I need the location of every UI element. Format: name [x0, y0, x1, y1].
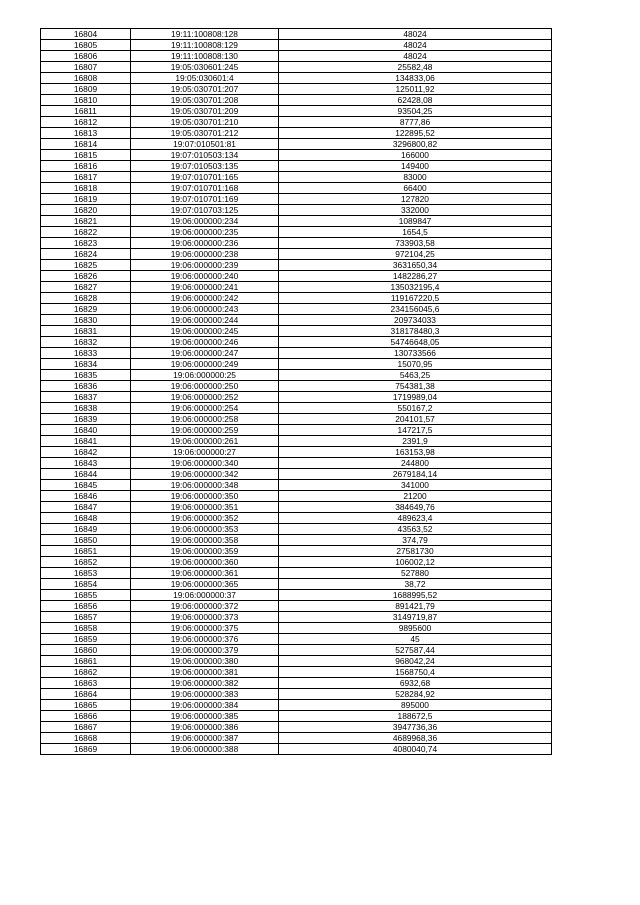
row-number-cell: 16859 [41, 634, 131, 645]
value-cell: 1089847 [279, 216, 552, 227]
value-cell: 528284,92 [279, 689, 552, 700]
cadastral-number-cell: 19:05:030601:4 [131, 73, 279, 84]
table-row [41, 84, 552, 95]
cadastral-number-cell: 19:07:010701:169 [131, 194, 279, 205]
cadastral-number-cell: 19:06:000000:351 [131, 502, 279, 513]
cadastral-number-cell: 19:06:000000:384 [131, 700, 279, 711]
row-number-cell: 16836 [41, 381, 131, 392]
cadastral-number-cell: 19:05:030601:245 [131, 62, 279, 73]
table-row [41, 370, 552, 381]
row-number-cell: 16821 [41, 216, 131, 227]
table-row [41, 436, 552, 447]
row-number-cell: 16828 [41, 293, 131, 304]
table-row [41, 744, 552, 755]
value-cell: 234156045,6 [279, 304, 552, 315]
cadastral-number-cell: 19:06:000000:383 [131, 689, 279, 700]
cadastral-number-cell: 19:07:010703:125 [131, 205, 279, 216]
table-row [41, 326, 552, 337]
value-cell: 83000 [279, 172, 552, 183]
value-cell: 62428,08 [279, 95, 552, 106]
table-row [41, 634, 552, 645]
table-row [41, 194, 552, 205]
row-number-cell: 16848 [41, 513, 131, 524]
value-cell: 332000 [279, 205, 552, 216]
table-row [41, 689, 552, 700]
cadastral-number-cell: 19:06:000000:373 [131, 612, 279, 623]
cadastral-number-cell: 19:06:000000:239 [131, 260, 279, 271]
value-cell: 3296800,82 [279, 139, 552, 150]
cadastral-number-cell: 19:05:030701:207 [131, 84, 279, 95]
cadastral-number-cell: 19:06:000000:241 [131, 282, 279, 293]
value-cell: 6932,68 [279, 678, 552, 689]
table-row [41, 722, 552, 733]
row-number-cell: 16810 [41, 95, 131, 106]
value-cell: 21200 [279, 491, 552, 502]
table-row [41, 227, 552, 238]
value-cell: 972104,25 [279, 249, 552, 260]
table-row [41, 579, 552, 590]
value-cell: 2391,9 [279, 436, 552, 447]
value-cell: 45 [279, 634, 552, 645]
cadastral-number-cell: 19:06:000000:359 [131, 546, 279, 557]
cadastral-number-cell: 19:06:000000:376 [131, 634, 279, 645]
value-cell: 135032195,4 [279, 282, 552, 293]
table-row [41, 623, 552, 634]
row-number-cell: 16815 [41, 150, 131, 161]
table-row [41, 524, 552, 535]
table-row [41, 139, 552, 150]
table-row [41, 601, 552, 612]
cadastral-number-cell: 19:06:000000:254 [131, 403, 279, 414]
value-cell: 3631650,34 [279, 260, 552, 271]
table-row [41, 568, 552, 579]
row-number-cell: 16805 [41, 40, 131, 51]
table-body [41, 29, 552, 755]
cadastral-number-cell: 19:06:000000:340 [131, 458, 279, 469]
value-cell: 25582,48 [279, 62, 552, 73]
value-cell: 8777,86 [279, 117, 552, 128]
row-number-cell: 16825 [41, 260, 131, 271]
table-row [41, 546, 552, 557]
table-row [41, 414, 552, 425]
cadastral-number-cell: 19:07:010503:134 [131, 150, 279, 161]
value-cell: 895000 [279, 700, 552, 711]
row-number-cell: 16845 [41, 480, 131, 491]
records-table [40, 28, 552, 755]
cadastral-number-cell: 19:07:010501:81 [131, 139, 279, 150]
row-number-cell: 16844 [41, 469, 131, 480]
value-cell: 106002,12 [279, 557, 552, 568]
value-cell: 134833,06 [279, 73, 552, 84]
cadastral-number-cell: 19:06:000000:379 [131, 645, 279, 656]
table-row [41, 469, 552, 480]
table-row [41, 238, 552, 249]
value-cell: 3149719,87 [279, 612, 552, 623]
cadastral-number-cell: 19:05:030701:208 [131, 95, 279, 106]
cadastral-number-cell: 19:06:000000:37 [131, 590, 279, 601]
row-number-cell: 16806 [41, 51, 131, 62]
cadastral-number-cell: 19:06:000000:249 [131, 359, 279, 370]
value-cell: 318178480,3 [279, 326, 552, 337]
row-number-cell: 16856 [41, 601, 131, 612]
cadastral-number-cell: 19:06:000000:365 [131, 579, 279, 590]
table-row [41, 117, 552, 128]
table-row [41, 645, 552, 656]
table-row [41, 337, 552, 348]
cadastral-number-cell: 19:11:100808:128 [131, 29, 279, 40]
row-number-cell: 16817 [41, 172, 131, 183]
table-row [41, 381, 552, 392]
row-number-cell: 16868 [41, 733, 131, 744]
table-row [41, 260, 552, 271]
row-number-cell: 16861 [41, 656, 131, 667]
cadastral-number-cell: 19:06:000000:234 [131, 216, 279, 227]
table-row [41, 73, 552, 84]
row-number-cell: 16831 [41, 326, 131, 337]
row-number-cell: 16839 [41, 414, 131, 425]
table-row [41, 29, 552, 40]
value-cell: 122895,52 [279, 128, 552, 139]
table-row [41, 62, 552, 73]
table-row [41, 205, 552, 216]
row-number-cell: 16809 [41, 84, 131, 95]
table-row [41, 95, 552, 106]
cadastral-number-cell: 19:06:000000:385 [131, 711, 279, 722]
row-number-cell: 16814 [41, 139, 131, 150]
table-row [41, 667, 552, 678]
value-cell: 48024 [279, 29, 552, 40]
document-page [40, 28, 551, 755]
table-row [41, 183, 552, 194]
row-number-cell: 16857 [41, 612, 131, 623]
cadastral-number-cell: 19:06:000000:342 [131, 469, 279, 480]
row-number-cell: 16869 [41, 744, 131, 755]
row-number-cell: 16820 [41, 205, 131, 216]
table-row [41, 700, 552, 711]
cadastral-number-cell: 19:06:000000:358 [131, 535, 279, 546]
cadastral-number-cell: 19:06:000000:27 [131, 447, 279, 458]
value-cell: 166000 [279, 150, 552, 161]
value-cell: 48024 [279, 40, 552, 51]
cadastral-number-cell: 19:06:000000:352 [131, 513, 279, 524]
row-number-cell: 16852 [41, 557, 131, 568]
row-number-cell: 16847 [41, 502, 131, 513]
row-number-cell: 16842 [41, 447, 131, 458]
row-number-cell: 16843 [41, 458, 131, 469]
value-cell: 891421,79 [279, 601, 552, 612]
row-number-cell: 16826 [41, 271, 131, 282]
table-row [41, 656, 552, 667]
table-row [41, 161, 552, 172]
cadastral-number-cell: 19:06:000000:382 [131, 678, 279, 689]
value-cell: 968042,24 [279, 656, 552, 667]
cadastral-number-cell: 19:06:000000:387 [131, 733, 279, 744]
table-row [41, 216, 552, 227]
table-row [41, 172, 552, 183]
value-cell: 163153,98 [279, 447, 552, 458]
cadastral-number-cell: 19:06:000000:353 [131, 524, 279, 535]
row-number-cell: 16863 [41, 678, 131, 689]
row-number-cell: 16824 [41, 249, 131, 260]
cadastral-number-cell: 19:06:000000:259 [131, 425, 279, 436]
table-row [41, 612, 552, 623]
table-row [41, 51, 552, 62]
row-number-cell: 16864 [41, 689, 131, 700]
value-cell: 125011,92 [279, 84, 552, 95]
row-number-cell: 16818 [41, 183, 131, 194]
table-row [41, 447, 552, 458]
table-row [41, 40, 552, 51]
value-cell: 43563,52 [279, 524, 552, 535]
row-number-cell: 16841 [41, 436, 131, 447]
table-row [41, 491, 552, 502]
cadastral-number-cell: 19:06:000000:372 [131, 601, 279, 612]
value-cell: 489623,4 [279, 513, 552, 524]
value-cell: 130733566 [279, 348, 552, 359]
value-cell: 754381,38 [279, 381, 552, 392]
table-row [41, 249, 552, 260]
value-cell: 374,79 [279, 535, 552, 546]
row-number-cell: 16816 [41, 161, 131, 172]
row-number-cell: 16865 [41, 700, 131, 711]
row-number-cell: 16855 [41, 590, 131, 601]
value-cell: 341000 [279, 480, 552, 491]
row-number-cell: 16862 [41, 667, 131, 678]
cadastral-number-cell: 19:06:000000:240 [131, 271, 279, 282]
cadastral-number-cell: 19:05:030701:212 [131, 128, 279, 139]
cadastral-number-cell: 19:11:100808:130 [131, 51, 279, 62]
value-cell: 66400 [279, 183, 552, 194]
value-cell: 127820 [279, 194, 552, 205]
row-number-cell: 16808 [41, 73, 131, 84]
table-row [41, 502, 552, 513]
cadastral-number-cell: 19:06:000000:380 [131, 656, 279, 667]
cadastral-number-cell: 19:06:000000:360 [131, 557, 279, 568]
cadastral-number-cell: 19:06:000000:236 [131, 238, 279, 249]
table-row [41, 271, 552, 282]
row-number-cell: 16835 [41, 370, 131, 381]
row-number-cell: 16833 [41, 348, 131, 359]
cadastral-number-cell: 19:05:030701:209 [131, 106, 279, 117]
value-cell: 209734033 [279, 315, 552, 326]
row-number-cell: 16858 [41, 623, 131, 634]
value-cell: 54746648,05 [279, 337, 552, 348]
row-number-cell: 16834 [41, 359, 131, 370]
cadastral-number-cell: 19:06:000000:242 [131, 293, 279, 304]
value-cell: 733903,58 [279, 238, 552, 249]
cadastral-number-cell: 19:07:010503:135 [131, 161, 279, 172]
cadastral-number-cell: 19:06:000000:381 [131, 667, 279, 678]
table-row [41, 480, 552, 491]
value-cell: 9895600 [279, 623, 552, 634]
table-row [41, 106, 552, 117]
table-row [41, 425, 552, 436]
cadastral-number-cell: 19:06:000000:246 [131, 337, 279, 348]
cadastral-number-cell: 19:06:000000:247 [131, 348, 279, 359]
value-cell: 149400 [279, 161, 552, 172]
value-cell: 147217,5 [279, 425, 552, 436]
cadastral-number-cell: 19:06:000000:350 [131, 491, 279, 502]
table-row [41, 535, 552, 546]
row-number-cell: 16846 [41, 491, 131, 502]
cadastral-number-cell: 19:06:000000:388 [131, 744, 279, 755]
table-row [41, 150, 552, 161]
table-row [41, 359, 552, 370]
value-cell: 550167,2 [279, 403, 552, 414]
row-number-cell: 16849 [41, 524, 131, 535]
value-cell: 4080040,74 [279, 744, 552, 755]
table-row [41, 304, 552, 315]
cadastral-number-cell: 19:06:000000:386 [131, 722, 279, 733]
row-number-cell: 16867 [41, 722, 131, 733]
cadastral-number-cell: 19:06:000000:238 [131, 249, 279, 260]
cadastral-number-cell: 19:06:000000:245 [131, 326, 279, 337]
row-number-cell: 16823 [41, 238, 131, 249]
cadastral-number-cell: 19:06:000000:244 [131, 315, 279, 326]
row-number-cell: 16819 [41, 194, 131, 205]
row-number-cell: 16813 [41, 128, 131, 139]
row-number-cell: 16851 [41, 546, 131, 557]
value-cell: 48024 [279, 51, 552, 62]
row-number-cell: 16829 [41, 304, 131, 315]
table-row [41, 403, 552, 414]
table-row [41, 590, 552, 601]
table-row [41, 128, 552, 139]
table-row [41, 678, 552, 689]
row-number-cell: 16840 [41, 425, 131, 436]
table-row [41, 348, 552, 359]
cadastral-number-cell: 19:06:000000:235 [131, 227, 279, 238]
table-row [41, 733, 552, 744]
value-cell: 1568750,4 [279, 667, 552, 678]
value-cell: 1654,5 [279, 227, 552, 238]
value-cell: 27581730 [279, 546, 552, 557]
value-cell: 1482286,27 [279, 271, 552, 282]
cadastral-number-cell: 19:06:000000:250 [131, 381, 279, 392]
row-number-cell: 16850 [41, 535, 131, 546]
cadastral-number-cell: 19:07:010701:168 [131, 183, 279, 194]
value-cell: 5463,25 [279, 370, 552, 381]
row-number-cell: 16854 [41, 579, 131, 590]
row-number-cell: 16837 [41, 392, 131, 403]
value-cell: 527880 [279, 568, 552, 579]
row-number-cell: 16827 [41, 282, 131, 293]
row-number-cell: 16866 [41, 711, 131, 722]
value-cell: 188672,5 [279, 711, 552, 722]
table-row [41, 458, 552, 469]
value-cell: 119167220,5 [279, 293, 552, 304]
cadastral-number-cell: 19:07:010701:165 [131, 172, 279, 183]
cadastral-number-cell: 19:11:100808:129 [131, 40, 279, 51]
row-number-cell: 16811 [41, 106, 131, 117]
value-cell: 15070,95 [279, 359, 552, 370]
row-number-cell: 16812 [41, 117, 131, 128]
value-cell: 2679184,14 [279, 469, 552, 480]
cadastral-number-cell: 19:06:000000:361 [131, 568, 279, 579]
row-number-cell: 16838 [41, 403, 131, 414]
cadastral-number-cell: 19:06:000000:348 [131, 480, 279, 491]
table-row [41, 315, 552, 326]
row-number-cell: 16804 [41, 29, 131, 40]
cadastral-number-cell: 19:06:000000:252 [131, 392, 279, 403]
row-number-cell: 16822 [41, 227, 131, 238]
table-row [41, 293, 552, 304]
value-cell: 204101,57 [279, 414, 552, 425]
table-row [41, 392, 552, 403]
table-row [41, 557, 552, 568]
table-row [41, 282, 552, 293]
row-number-cell: 16832 [41, 337, 131, 348]
value-cell: 38,72 [279, 579, 552, 590]
cadastral-number-cell: 19:06:000000:25 [131, 370, 279, 381]
value-cell: 93504,25 [279, 106, 552, 117]
row-number-cell: 16860 [41, 645, 131, 656]
value-cell: 244800 [279, 458, 552, 469]
value-cell: 527587,44 [279, 645, 552, 656]
table-row [41, 711, 552, 722]
cadastral-number-cell: 19:06:000000:261 [131, 436, 279, 447]
row-number-cell: 16853 [41, 568, 131, 579]
row-number-cell: 16807 [41, 62, 131, 73]
cadastral-number-cell: 19:06:000000:375 [131, 623, 279, 634]
value-cell: 1719989,04 [279, 392, 552, 403]
value-cell: 4689968,36 [279, 733, 552, 744]
value-cell: 3947736,36 [279, 722, 552, 733]
cadastral-number-cell: 19:05:030701:210 [131, 117, 279, 128]
row-number-cell: 16830 [41, 315, 131, 326]
table-row [41, 513, 552, 524]
cadastral-number-cell: 19:06:000000:258 [131, 414, 279, 425]
cadastral-number-cell: 19:06:000000:243 [131, 304, 279, 315]
value-cell: 1688995,52 [279, 590, 552, 601]
value-cell: 384649,76 [279, 502, 552, 513]
